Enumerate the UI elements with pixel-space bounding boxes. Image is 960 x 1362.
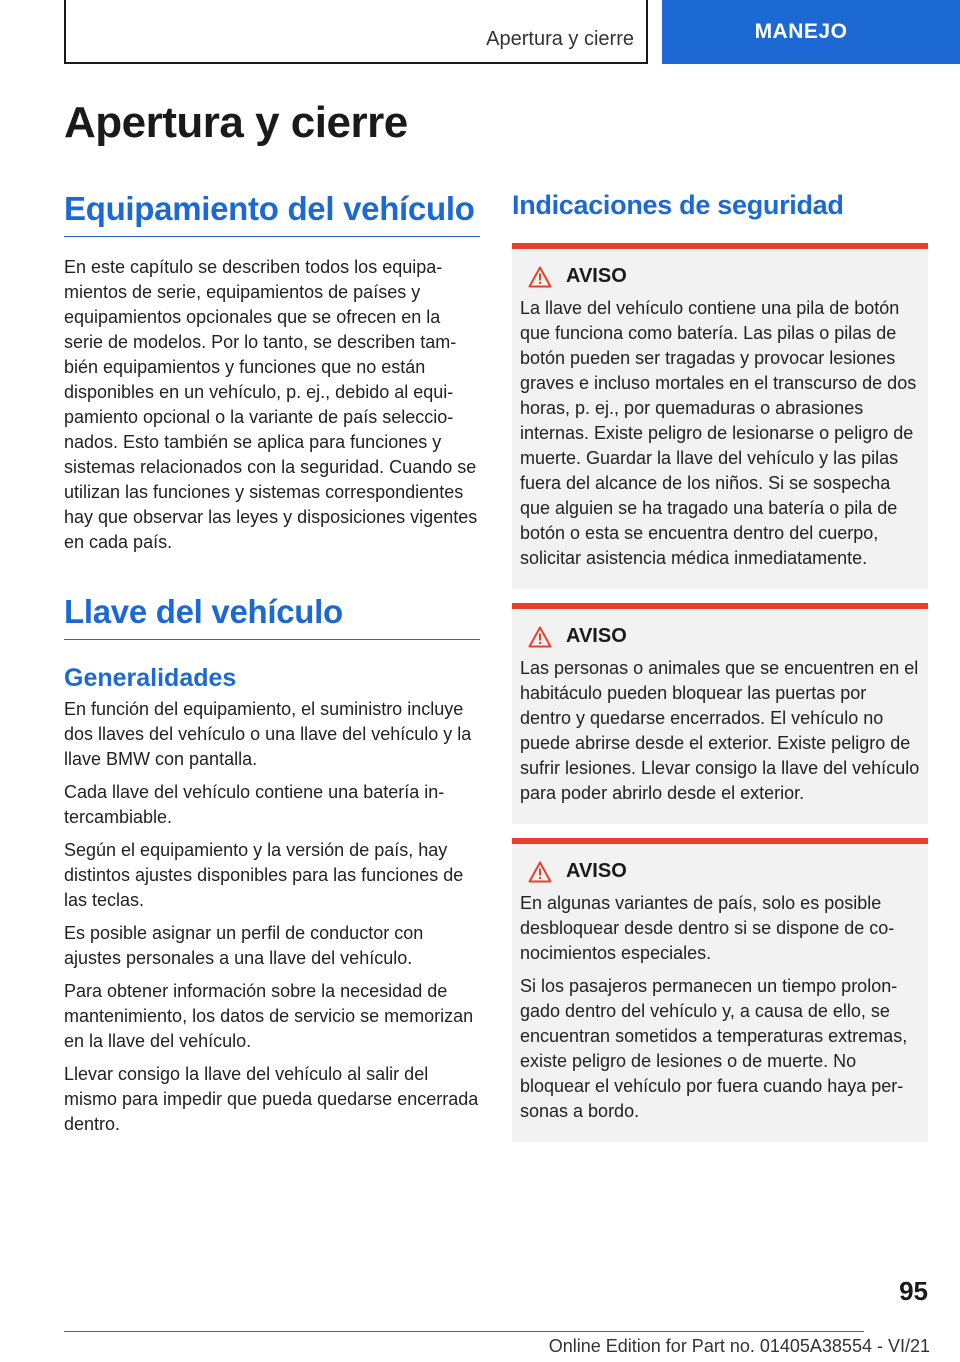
warning-box	[512, 243, 928, 589]
general-paragraph-3: Según el equipamiento y la versión de país, hay distintos ajustes disponibles para las funciones de las teclas.	[64, 840, 464, 910]
warning-header	[528, 860, 920, 883]
general-paragraph-5: Para obtener información sobre la necesidad de mantenimiento, los datos de servicio se memorizan en la llave del vehículo.	[64, 981, 474, 1051]
page-number: 95	[899, 1276, 928, 1306]
chapter-tab[interactable]: MANEJO	[662, 0, 960, 64]
warning-title: AVISO	[566, 625, 627, 647]
safety-heading: Indicaciones de seguridad	[512, 190, 844, 220]
warning-header	[528, 265, 920, 288]
warning-triangle-icon	[528, 266, 552, 288]
general-heading: Generalidades	[64, 664, 237, 692]
warning-triangle-icon	[528, 626, 552, 648]
warning-text: Las personas o animales que se encuentren en el habitáculo pueden bloquear las puertas por dentro y quedarse encerrados. El vehículo no puede abrirse desde el exterior. Existe peligro de sufrir lesiones. Llevar consigo la llave del vehículo para poder abrirlo desde el exterior.	[520, 658, 920, 803]
footer-edition: Online Edition for Part no. 01405A38554 - VI/21	[548, 1336, 930, 1356]
warning-title: AVISO	[566, 265, 627, 287]
warning-header	[528, 625, 920, 648]
general-paragraph-1: En función del equipamiento, el suministro incluye dos llaves del vehículo o una llave del vehículo y la llave BMW con pantalla.	[64, 699, 472, 769]
equipment-heading: Equipamiento del vehículo	[64, 190, 480, 237]
warning-triangle-icon	[528, 861, 552, 883]
general-paragraph-4: Es posible asignar un perfil de conductor con ajustes personales a una llave del vehículo.	[64, 923, 424, 968]
left-column	[64, 190, 480, 1137]
warning-box	[512, 603, 928, 824]
header-section-title: Apertura y cierre	[486, 28, 634, 50]
warning-text: La llave del vehículo contiene una pila de botón que funciona como batería. Las pilas o pilas de botón pueden ser tragadas y provocar lesiones graves e incluso mortales en el transcurso de dos horas, p. ej., por quemaduras o abrasiones internas. Existe peligro de lesionarse o peligro de muerte. Guardar la llave del vehículo y las pilas fuera del alcance de los niños. Si se sospecha que alguien se ha tragado una batería o pila de botón o esta se encuentra dentro del cuerpo, solicitar asistencia médica inmediatamente.	[520, 298, 917, 568]
footer-rule	[64, 1331, 864, 1332]
warning-box	[512, 838, 928, 1142]
header-section-box	[64, 0, 648, 64]
right-column	[512, 190, 928, 1142]
equipment-paragraph: En este capítulo se describen todos los equipamientos de serie, equipamientos de países y equipamientos opcionales que se ofrecen en la serie de modelos. Por lo tanto, se describen también equipamientos y funciones que no están disponibles en un vehículo, p. ej., debido al equipamiento opcional o la variante de país seleccionados. Esto también se aplica para funciones y sistemas relacionados con la seguridad. Cuando se utilizan las funciones y sistemas correspondientes hay que observar las leyes y disposiciones vigentes en cada país.	[64, 257, 478, 552]
warning-text: Si los pasajeros permanecen un tiempo prolongado dentro del vehículo y, a causa de ello, se encuentran sometidos a temperaturas extremas, existe peligro de lesiones o de muerte. No bloquear el vehículo por fuera cuando haya personas a bordo.	[520, 976, 908, 1121]
warning-text: En algunas variantes de país, solo es posible desbloquear desde dentro si se dispone de conocimientos especiales.	[520, 893, 895, 963]
general-paragraph-2: Cada llave del vehículo contiene una batería intercambiable.	[64, 782, 445, 827]
page-title: Apertura y cierre	[64, 98, 408, 147]
general-paragraph-6: Llevar consigo la llave del vehículo al salir del mismo para impedir que pueda quedarse encerrada dentro.	[64, 1064, 479, 1134]
key-heading: Llave del vehículo	[64, 593, 480, 640]
warning-title: AVISO	[566, 860, 627, 882]
